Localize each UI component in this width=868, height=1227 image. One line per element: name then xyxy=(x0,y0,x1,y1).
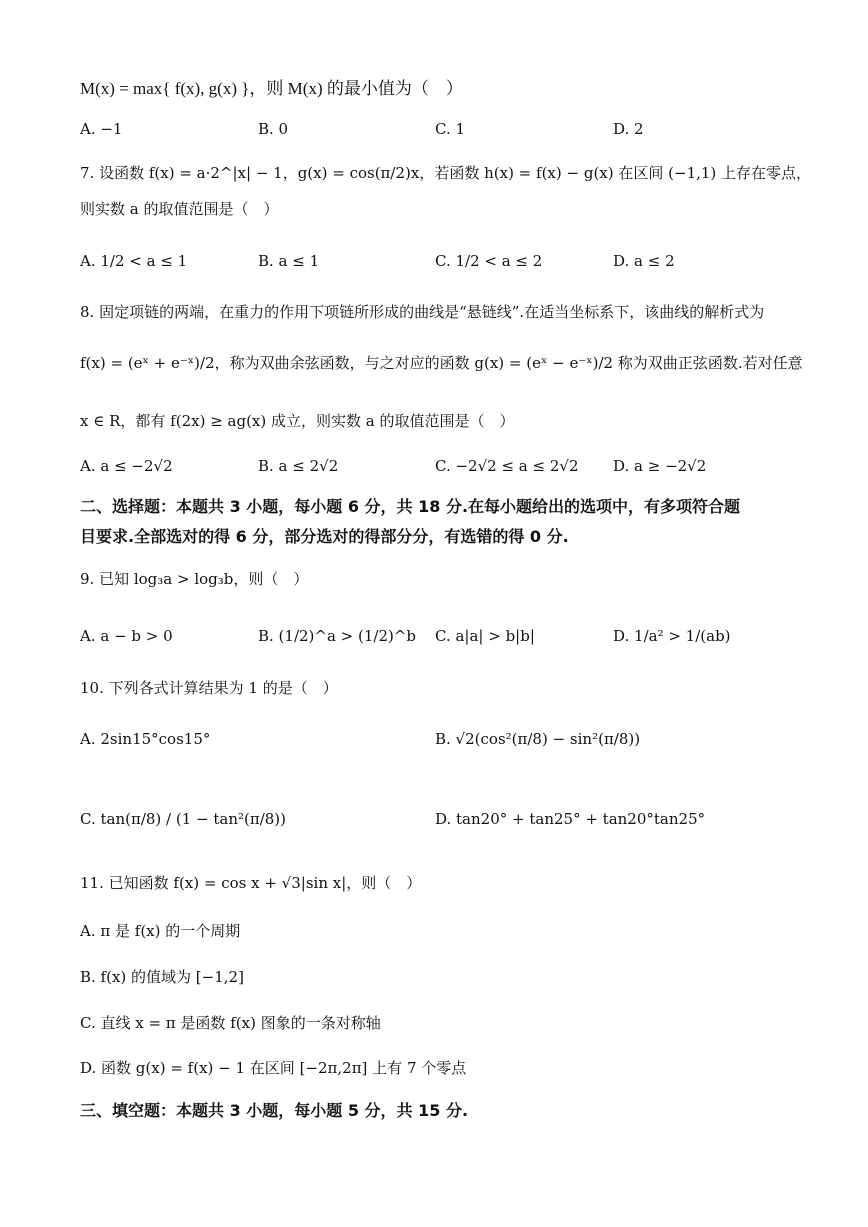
q6-option-c: C. 1 xyxy=(435,120,466,138)
q7-stem-1: 7. 设函数 f(x) = a·2^|x| − 1，g(x) = cos(π/2)x，若函数 h(x) = f(x) − g(x) 在区间 (−1,1) 上存在零点， xyxy=(80,164,812,182)
q7-option-b: B. a ≤ 1 xyxy=(258,252,320,270)
q9-stem: 9. 已知 log₃a > log₃b，则（ ） xyxy=(80,570,309,588)
q7-stem-2: 则实数 a 的取值范围是（ ） xyxy=(80,200,279,218)
q7-option-c: C. 1/2 < a ≤ 2 xyxy=(435,252,543,270)
q10-option-d: D. tan20° + tan25° + tan20°tan25° xyxy=(435,810,706,828)
section-2-line-1: 二、选择题：本题共 3 小题，每小题 6 分，共 18 分.在每小题给出的选项中，有多项符合题 xyxy=(80,497,741,516)
q8-stem-2: f(x) = (eˣ + e⁻ˣ)/2，称为双曲余弦函数，与之对应的函数 g(x) = (eˣ − e⁻ˣ)/2 称为双曲正弦函数.若对任意 xyxy=(80,354,803,372)
q6-option-a: A. −1 xyxy=(80,120,123,138)
q8-option-c: C. −2√2 ≤ a ≤ 2√2 xyxy=(435,457,579,475)
q8-option-d: D. a ≥ −2√2 xyxy=(613,457,707,475)
q9-option-d: D. 1/a² > 1/(ab) xyxy=(613,627,731,645)
section-2-line-2: 目要求.全部选对的得 6 分，部分选对的得部分分，有选错的得 0 分. xyxy=(80,527,569,546)
q8-stem-1: 8. 固定项链的两端，在重力的作用下项链所形成的曲线是“悬链线”.在适当坐标系下，该曲线的解析式为 xyxy=(80,303,765,321)
q6-option-d: D. 2 xyxy=(613,120,644,138)
q11-option-c: C. 直线 x = π 是函数 f(x) 图象的一条对称轴 xyxy=(80,1014,381,1032)
q10-option-a: A. 2sin15°cos15° xyxy=(80,730,211,748)
q11-option-b: B. f(x) 的值域为 [−1,2] xyxy=(80,968,244,986)
section-2-heading xyxy=(80,492,840,552)
q11-option-a: A. π 是 f(x) 的一个周期 xyxy=(80,922,241,940)
q8-option-b: B. a ≤ 2√2 xyxy=(258,457,339,475)
q7-option-a: A. 1/2 < a ≤ 1 xyxy=(80,252,188,270)
q6-stem: M(x) = max{ f(x), g(x) }，则 M(x) 的最小值为（ ） xyxy=(80,79,463,98)
q7-option-d: D. a ≤ 2 xyxy=(613,252,675,270)
q8-stem-3: x ∈ R，都有 f(2x) ≥ ag(x) 成立，则实数 a 的取值范围是（ ） xyxy=(80,412,515,430)
q11-stem: 11. 已知函数 f(x) = cos x + √3|sin x|，则（ ） xyxy=(80,874,422,892)
q10-stem: 10. 下列各式计算结果为 1 的是（ ） xyxy=(80,679,338,697)
q10-option-c: C. tan(π/8) / (1 − tan²(π/8)) xyxy=(80,810,287,828)
q9-option-a: A. a − b > 0 xyxy=(80,627,173,645)
q9-option-b: B. (1/2)^a > (1/2)^b xyxy=(258,627,417,645)
q10-option-b: B. √2(cos²(π/8) − sin²(π/8)) xyxy=(435,730,641,748)
q9-option-c: C. a|a| > b|b| xyxy=(435,627,535,645)
section-3-heading: 三、填空题：本题共 3 小题，每小题 5 分，共 15 分. xyxy=(80,1101,469,1120)
q8-option-a: A. a ≤ −2√2 xyxy=(80,457,173,475)
q6-option-b: B. 0 xyxy=(258,120,289,138)
q11-option-d: D. 函数 g(x) = f(x) − 1 在区间 [−2π,2π] 上有 7 个零点 xyxy=(80,1059,467,1077)
